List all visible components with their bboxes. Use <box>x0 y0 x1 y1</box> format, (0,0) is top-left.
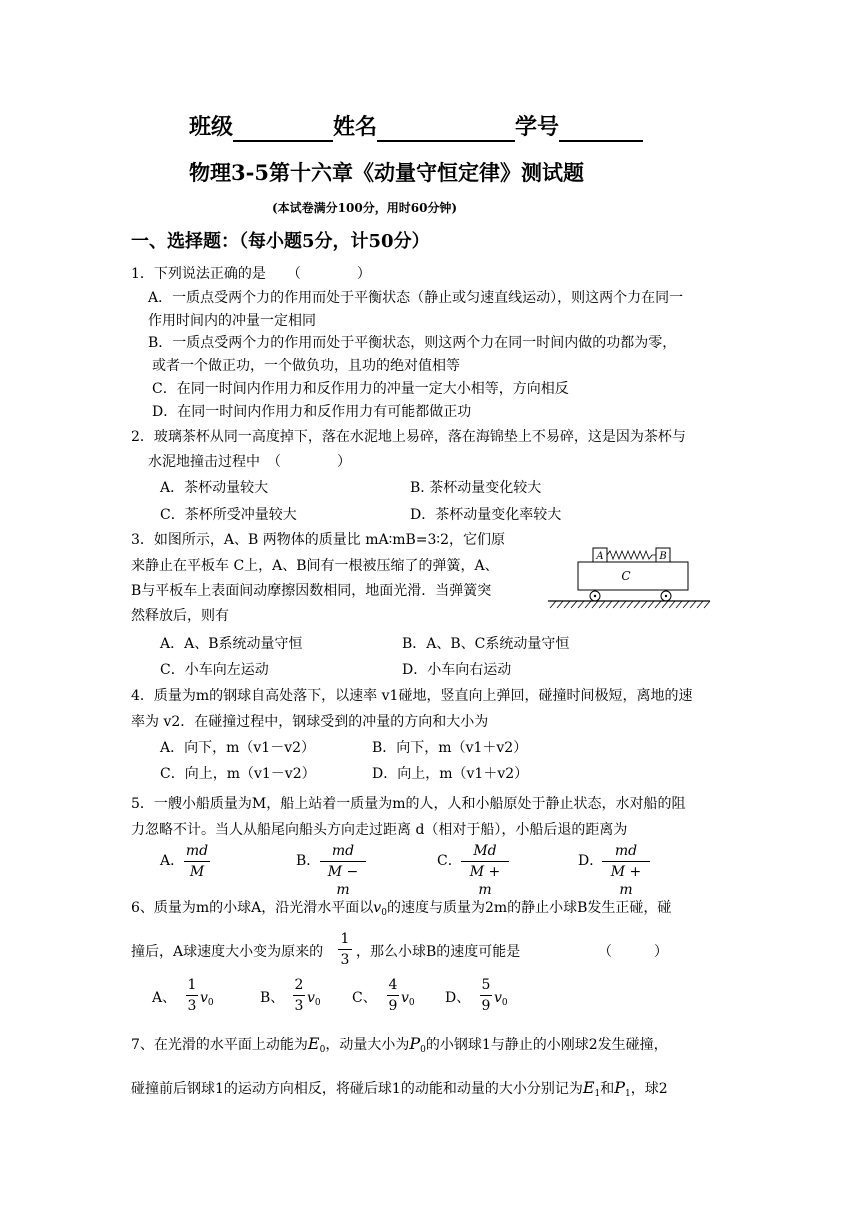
q7-stem-part: 7、在光滑的水平面上动能为 <box>131 1037 308 1053</box>
fraction-denominator: 3 <box>187 998 197 1014</box>
id-blank <box>559 118 643 142</box>
q2-stem-line1: 2．玻璃茶杯从同一高度掉下，落在水泥地上易碎，落在海锦垫上不易碎，这是因为茶杯与 <box>131 429 686 445</box>
wheel-left-hub <box>594 595 596 597</box>
q2-option-a: A．茶杯动量较大 <box>160 480 269 496</box>
q1-option-b-line2: 或者一个做正功，一个做负功，且功的绝对值相等 <box>152 358 460 374</box>
fraction-denominator: M − m <box>327 864 359 898</box>
p0-symbol: P <box>409 1034 421 1053</box>
fraction-bar <box>320 861 366 862</box>
v0-subscript: 0 <box>381 908 387 918</box>
fraction-numerator: 1 <box>187 977 197 993</box>
wheel-right-hub <box>665 595 667 597</box>
name-label: 姓名 <box>333 114 378 140</box>
v0-symbol: v <box>373 900 382 916</box>
q7-stem-part: 和 <box>600 1081 615 1097</box>
q5-option-c-label: C． <box>437 853 462 869</box>
q5-option-a-fraction <box>184 842 210 881</box>
q3-stem-line3: B与平板车上表面间动摩擦因数相同，地面光滑．当弹簧突 <box>131 583 492 599</box>
p1-symbol: P <box>614 1078 626 1097</box>
q3-option-b: B．A、B、C系统动量守恒 <box>402 636 570 652</box>
block-b-label: B <box>659 551 667 562</box>
q3-stem-line2: 来静止在平板车 C上，A、B间有一根被压缩了的弹簧，A、 <box>131 558 499 574</box>
section-heading: 一、选择题：（每小题5分，计50分） <box>131 231 430 252</box>
fraction-denominator: 9 <box>388 998 398 1014</box>
fraction-bar <box>338 949 352 950</box>
class-label: 班级 <box>189 114 234 140</box>
v-symbol: v <box>200 990 208 1006</box>
q6-stem-fraction <box>338 930 352 969</box>
q4-option-b: B．向下，m（v1＋v2） <box>372 740 528 756</box>
q6-option-b-v0 <box>307 988 321 1013</box>
q1-option-a-line2: 作用时间内的冲量一定相同 <box>148 313 316 329</box>
header-line <box>189 112 643 142</box>
class-blank <box>233 118 333 142</box>
q6-option-b-fraction <box>293 976 305 1015</box>
v-symbol: v <box>494 990 502 1006</box>
fraction-denominator: 9 <box>481 998 491 1014</box>
q3-stem-line4: 然释放后，则有 <box>131 608 229 624</box>
q5-option-d-fraction <box>602 842 650 899</box>
q4-stem-line2: 率为 v2．在碰撞过程中，钢球受到的冲量的方向和大小为 <box>131 714 489 730</box>
q2-option-b: B. 茶杯动量变化较大 <box>410 480 542 496</box>
fraction-bar <box>293 995 305 996</box>
q2-stem-line2: 水泥地撞击过程中 （ ） <box>148 454 351 470</box>
q5-stem-line2: 力忽略不计。当人从船尾向船头方向走过距离 d（相对于船），小船后退的距离为 <box>131 822 628 838</box>
q6-stem-line2-b: ，那么小球B的速度可能是 <box>356 944 521 960</box>
q2-option-c: C．茶杯所受冲量较大 <box>160 507 297 523</box>
fraction-numerator: 5 <box>481 977 491 993</box>
fraction-denominator: 3 <box>294 998 304 1014</box>
q7-stem-part: 碰撞前后钢球1的运动方向相反，将碰后球1的动能和动量的大小分别记为 <box>131 1081 583 1097</box>
q1-option-b-line1: B．一质点受两个力的作用而处于平衡状态，则这两个力在同一时间内做的功都为零， <box>148 335 677 351</box>
v-subscript: 0 <box>207 998 214 1008</box>
q6-option-c-fraction <box>387 976 399 1015</box>
name-blank <box>377 118 515 142</box>
q6-option-c-label: C、 <box>352 990 377 1006</box>
q6-stem-part: 6、质量为m的小球A，沿光滑水平面以 <box>131 900 374 916</box>
q4-option-d: D．向上，m（v1＋v2） <box>372 766 529 782</box>
q6-stem-line2-a: 撞后，A球速度大小变为原来的 <box>131 944 324 960</box>
q6-option-d-label: D、 <box>445 990 471 1006</box>
q5-option-a-label: A． <box>160 853 185 869</box>
q6-option-b-label: B、 <box>260 990 285 1006</box>
q6-option-a-fraction <box>186 976 198 1015</box>
q4-stem-line1: 4．质量为m的钢球自高处落下，以速率 v1碰地，竖直向上弹回，碰撞时间极短，离地的速 <box>131 688 693 704</box>
q7-stem-part: ，球2 <box>630 1081 668 1097</box>
cart-c-label: C <box>621 569 631 583</box>
cart-spring-figure <box>548 542 712 614</box>
fraction-denominator: 3 <box>340 952 350 968</box>
fraction-bar <box>602 861 650 862</box>
q7-stem-part: 的小钢球1与静止的小刚球2发生碰撞， <box>425 1037 668 1053</box>
q6-answer-paren: （ ） <box>598 944 668 960</box>
fraction-denominator: M + m <box>469 864 501 898</box>
q1-option-c: C．在同一时间内作用力和反作用力的冲量一定大小相等，方向相反 <box>152 381 569 397</box>
q7-stem-line2 <box>131 1078 668 1104</box>
e1-symbol: E <box>582 1078 595 1097</box>
p0-subscript: 0 <box>420 1045 426 1055</box>
fraction-numerator: md <box>185 843 209 859</box>
fraction-bar <box>461 861 509 862</box>
fraction-numerator: 1 <box>340 931 350 947</box>
v-subscript: 0 <box>408 998 415 1008</box>
q5-option-d-label: D． <box>578 853 604 869</box>
q3-option-a: A．A、B系统动量守恒 <box>160 636 303 652</box>
q3-stem-line1: 3．如图所示，A、B 两物体的质量比 mA∶mB=3∶2，它们原 <box>131 532 505 548</box>
fraction-denominator: M + m <box>610 864 642 898</box>
q6-option-d-v0 <box>494 988 508 1013</box>
e0-subscript: 0 <box>319 1045 326 1055</box>
q6-stem-part: 的速度与质量为2m的静止小球B发生正碰，碰 <box>386 900 672 916</box>
e1-subscript: 1 <box>594 1089 601 1099</box>
q5-option-b-label: B． <box>296 853 321 869</box>
q3-option-d: D．小车向右运动 <box>402 662 512 678</box>
v-subscript: 0 <box>501 998 508 1008</box>
q5-option-b-fraction <box>320 842 366 899</box>
fraction-denominator: M <box>189 864 205 880</box>
fraction-numerator: 4 <box>388 977 398 993</box>
spring <box>607 551 656 559</box>
q6-option-d-fraction <box>480 976 492 1015</box>
e0-symbol: E <box>307 1034 320 1053</box>
fraction-numerator: Md <box>473 843 497 859</box>
fraction-bar <box>387 995 399 996</box>
id-label: 学号 <box>515 114 560 140</box>
cart-c <box>578 562 688 590</box>
q6-option-a-v0 <box>200 988 214 1013</box>
ground-hatch <box>550 601 710 608</box>
q6-option-c-v0 <box>401 988 415 1013</box>
q6-option-a-label: A、 <box>152 990 177 1006</box>
q1-option-d: D．在同一时间内作用力和反作用力有可能都做正功 <box>152 404 472 420</box>
v-symbol: v <box>307 990 315 1006</box>
fraction-bar <box>480 995 492 996</box>
q5-option-c-fraction <box>461 842 509 899</box>
page-subtitle: (本试卷满分100分，用时60分钟) <box>272 201 458 215</box>
q7-stem-line1 <box>131 1034 668 1060</box>
q1-stem: 1．下列说法正确的是 （ ） <box>131 266 371 282</box>
page-title: 物理3-5第十六章《动量守恒定律》测试题 <box>189 160 584 185</box>
q4-option-c: C．向上，m（v1－v2） <box>160 766 316 782</box>
p1-subscript: 1 <box>625 1089 631 1099</box>
q5-stem-line1: 5．一艘小船质量为M，船上站着一质量为m的人，人和小船原处于静止状态，水对船的阻 <box>131 796 686 812</box>
fraction-numerator: 2 <box>294 977 304 993</box>
q4-option-a: A．向下，m（v1－v2） <box>160 740 316 756</box>
q6-stem-line1 <box>131 898 671 923</box>
block-a-label: A <box>596 551 604 562</box>
v-subscript: 0 <box>314 998 321 1008</box>
fraction-numerator: md <box>331 843 355 859</box>
q2-option-d: D．茶杯动量变化率较大 <box>410 507 562 523</box>
q1-option-a-line1: A．一质点受两个力的作用而处于平衡状态（静止或匀速直线运动），则这两个力在同一 <box>148 290 684 306</box>
q3-option-c: C．小车向左运动 <box>160 662 269 678</box>
v-symbol: v <box>401 990 409 1006</box>
q7-stem-part: ，动量大小为 <box>325 1037 410 1053</box>
fraction-bar <box>184 861 210 862</box>
fraction-numerator: md <box>614 843 638 859</box>
fraction-bar <box>186 995 198 996</box>
